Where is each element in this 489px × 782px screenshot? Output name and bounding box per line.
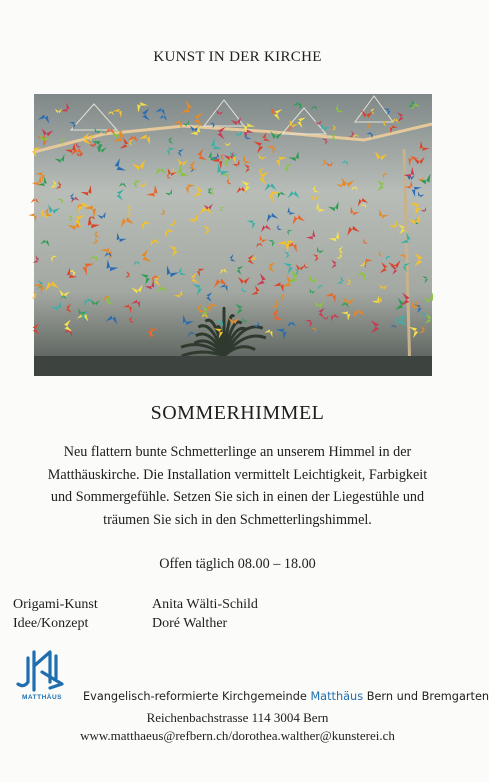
credits (13, 595, 258, 633)
parish-text: Bern und Bremgarten (363, 690, 489, 703)
description-line: träumen Sie sich in den Schmetterlingshimmel. (103, 511, 372, 528)
credit-role: Idee/Konzept (13, 616, 89, 631)
opening-hours: Offen täglich 08.00 – 18.00 (159, 556, 316, 572)
butterfly-installation-photo (34, 94, 432, 376)
credit-role: Origami-Kunst (13, 597, 98, 612)
credit-name: Anita Wälti-Schild (152, 597, 258, 612)
description (30, 441, 445, 531)
web-contact: www.matthaeus@refbern.ch/dorothea.walther@kunsterei.ch (80, 728, 395, 743)
exhibition-title: SOMMERHIMMEL (150, 402, 325, 424)
parish-highlight: Matthäus (310, 690, 364, 703)
section-heading: KUNST IN DER KIRCHE (153, 49, 322, 65)
parish-line (83, 690, 489, 703)
floor-shadow (34, 356, 432, 376)
photo-canvas (34, 94, 432, 376)
logo-text: MATTHÄUS (22, 694, 62, 701)
credit-row (13, 595, 258, 614)
credit-name: Doré Walther (152, 616, 228, 631)
credit-row (13, 614, 258, 633)
description-line: Matthäuskirche. Die Installation vermittelt Leichtigkeit, Farbigkeit (47, 466, 428, 483)
address: Reichenbachstrasse 114 3004 Bern (146, 710, 329, 725)
parish-text: Evangelisch-reformierte Kirchgemeinde (83, 690, 311, 703)
description-line: Neu flattern bunte Schmetterlinge an unserem Himmel in der (63, 444, 412, 460)
description-line: und Sommergefühle. Setzen Sie sich in einen der Liegestühle und (50, 489, 425, 505)
